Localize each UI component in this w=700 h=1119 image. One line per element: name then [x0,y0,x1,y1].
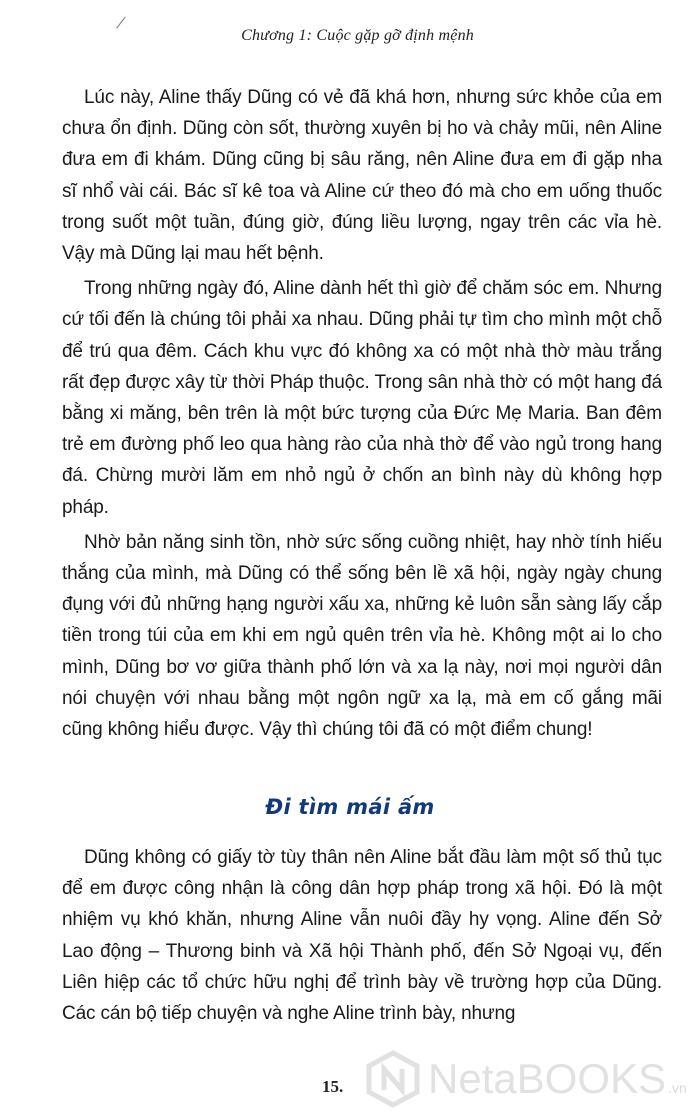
running-header: Chương 1: Cuộc gặp gỡ định mệnh [241,27,474,44]
section-paragraph-1: Dũng không có giấy tờ tùy thân nên Aline bắt đầu làm một số thủ tục để em được công nhận là công dân hợp pháp trong xã hội. Đó là một nhiệm vụ khó khăn, nhưng Aline vẫn nuôi đầy hy vọng. Aline đến Sở Lao động – Thương binh và Xã hội Thành phố, đến Sở Ngoại vụ, đến Liên hiệp các tổ chức hữu nghị để trình bày về trường hợp của Dũng. Các cán bộ tiếp chuyện và nghe Aline trình bày, nhưng [62,847,662,1025]
watermark-domain-suffix: .vn [668,1080,687,1096]
page-number: 15. [322,1077,344,1096]
watermark-brand-text: NetaBOOKS [428,1055,667,1102]
paragraph-3: Nhờ bản năng sinh tồn, nhờ sức sống cuồng nhiệt, hay nhờ tính hiếu thắng của mình, mà Dũng có thể sống bên lề xã hội, ngày ngày chung đụng với đủ những hạng người xấu xa, những kẻ luôn sẵn sàng lấy cắp tiền trong túi của em khi em ngủ quên trên vỉa hè. Không một ai lo cho mình, Dũng bơ vơ giữa thành phố lớn và xa lạ này, nơi mọi người dân nói chuyện với nhau bằng một ngôn ngữ xa lạ, mà em cố gắng mãi cũng không hiểu được. Vậy thì chúng tôi đã có một điểm chung! [62,531,662,741]
paragraph-2: Trong những ngày đó, Aline dành hết thì giờ để chăm sóc em. Nhưng cứ tối đến là chúng tôi phải xa nhau. Dũng phải tự tìm cho mình một chỗ để trú qua đêm. Cách khu vực đó không xa có một nhà thờ màu trắng rất đẹp được xây từ thời Pháp thuộc. Trong sân nhà thờ có một hang đá bằng xi măng, bên trên là một bức tượng của Đức Mẹ Maria. Ban đêm trẻ em đường phố leo qua hàng rào của nhà thờ để vào ngủ trong hang đá. Chừng mười lăm em nhỏ ngủ ở chốn an bình này dù không hợp pháp. [62,278,662,518]
body-text [62,82,662,749]
paragraph-1: Lúc này, Aline thấy Dũng có vẻ đã khá hơn, nhưng sức khỏe của em chưa ổn định. Dũng còn sốt, thường xuyên bị ho và chảy mũi, nên Aline đưa em đi khám. Dũng cũng bị sâu răng, nên Aline đưa em đi gặp nha sĩ nhổ vài cái. Bác sĩ kê toa và Aline cứ theo đó mà cho em uống thuốc trong suốt một tuần, đúng giờ, đúng liều lượng, ngay trên các vỉa hè. Vậy mà Dũng lại mau hết bệnh. [62,87,662,265]
netabooks-logo-icon [364,1050,422,1108]
section-heading: Đi tìm mái ấm [265,795,435,819]
section-body-text [62,842,662,1033]
netabooks-watermark [364,1050,687,1108]
